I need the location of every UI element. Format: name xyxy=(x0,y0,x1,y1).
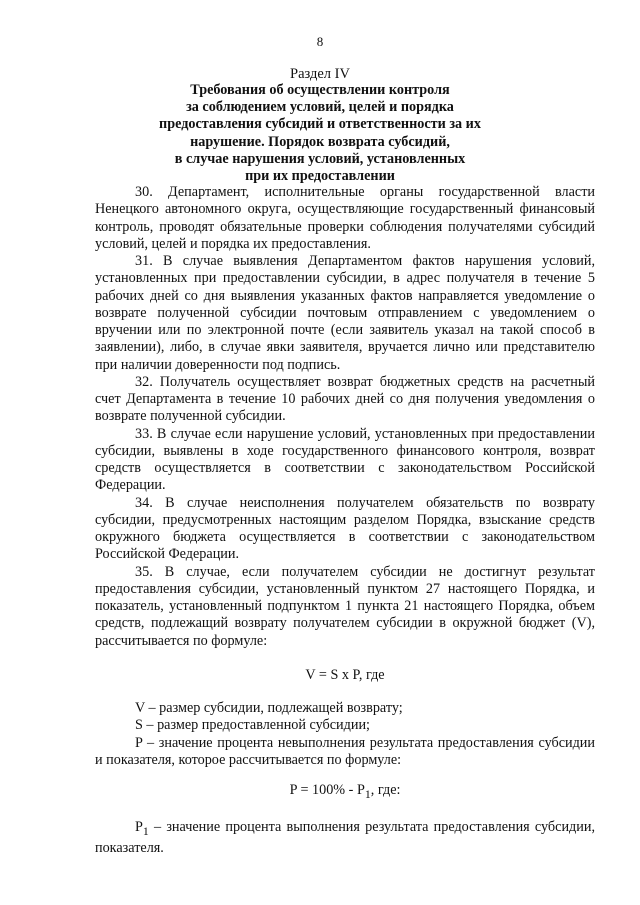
definition-p: P – значение процента невыполнения результата предоставления субсидии и показателя, которое рассчитывается по формуле: xyxy=(95,734,595,768)
paragraph-30: 30. Департамент, исполнительные органы государственной власти Ненецкого автономного округа, осуществляющие государственный финансовый контроль, проводят обязательные проверки соблюдения получателями субсидий условий, целей и порядка их предоставления. xyxy=(95,184,595,252)
heading-line: предоставления субсидий и ответственности за их xyxy=(159,116,481,133)
heading-line: за соблюдением условий, целей и порядка xyxy=(186,99,454,116)
page-number: 8 xyxy=(316,34,324,49)
formula-p-subscript: 1 xyxy=(364,786,371,801)
formula-p-suffix: , где: xyxy=(370,782,401,798)
paragraph-35: 35. В случае, если получателем субсидии не достигнут результат предоставления субсидии, установленный пунктом 27 настоящего Порядка, и показатель, установленный подпунктом 1 пункта 21 настоящего Порядка, объем средств, подлежащий возврату получателем субсидии в окружной бюджет (V), рассчитывается по формуле: xyxy=(95,563,595,649)
section-heading xyxy=(0,82,640,185)
definition-p1-subscript: 1 xyxy=(142,823,149,838)
heading-line: в случае нарушения условий, установленных xyxy=(174,150,466,167)
definition-s: S – размер предоставленной субсидии; xyxy=(135,717,370,734)
heading-line: Требования об осуществлении контроля xyxy=(190,82,450,98)
heading-line: при их предоставлении xyxy=(245,168,395,185)
paragraph-32: 32. Получатель осуществляет возврат бюджетных средств на расчетный счет Департамента в течение 10 рабочих дней со дня получения уведомления о возврате полученной субсидии. xyxy=(95,373,595,425)
definition-p1-text: – значение процента выполнения результата предоставления субсидии, показателя. xyxy=(95,819,595,857)
section-label: Раздел IV xyxy=(290,66,350,82)
paragraph-31: 31. В случае выявления Департаментом фактов нарушения условий, установленных при предоставлении субсидии, в адрес получателя в течение 5 рабочих дней со дня выявления указанных фактов направляется уведомление о возврате полученной субсидии почтовым отправлением с уведомлением о вручении или по электронной почте (если заявитель указал на такой способ в заявлении), либо, в случае явки заявителя, вручается лично или представителю при наличии доверенности под подпись. xyxy=(95,253,595,373)
document-body xyxy=(95,184,595,857)
paragraph-34: 34. В случае неисполнения получателем обязательств по возврату субсидии, предусмотренных настоящим разделом Порядка, взыскание средств окружного бюджета осуществляется в соответствии с законодательством Российской Федерации. xyxy=(95,494,595,563)
formula-p xyxy=(95,782,595,803)
formula-p-prefix: P = 100% - P xyxy=(289,782,365,798)
paragraph-33: 33. В случае если нарушение условий, установленных при предоставлении субсидии, выявлены в ходе государственного финансового контроля, возврат средств осуществляется в соответствии с законодательством Российской Федерации. xyxy=(95,425,595,494)
formula-v: V = S x P, где xyxy=(305,666,385,683)
definition-v: V – размер субсидии, подлежащей возврату; xyxy=(135,700,403,716)
heading-line: нарушение. Порядок возврата субсидий, xyxy=(190,133,450,150)
definition-p1 xyxy=(95,819,595,857)
definition-p1-symbol: P xyxy=(135,819,143,836)
